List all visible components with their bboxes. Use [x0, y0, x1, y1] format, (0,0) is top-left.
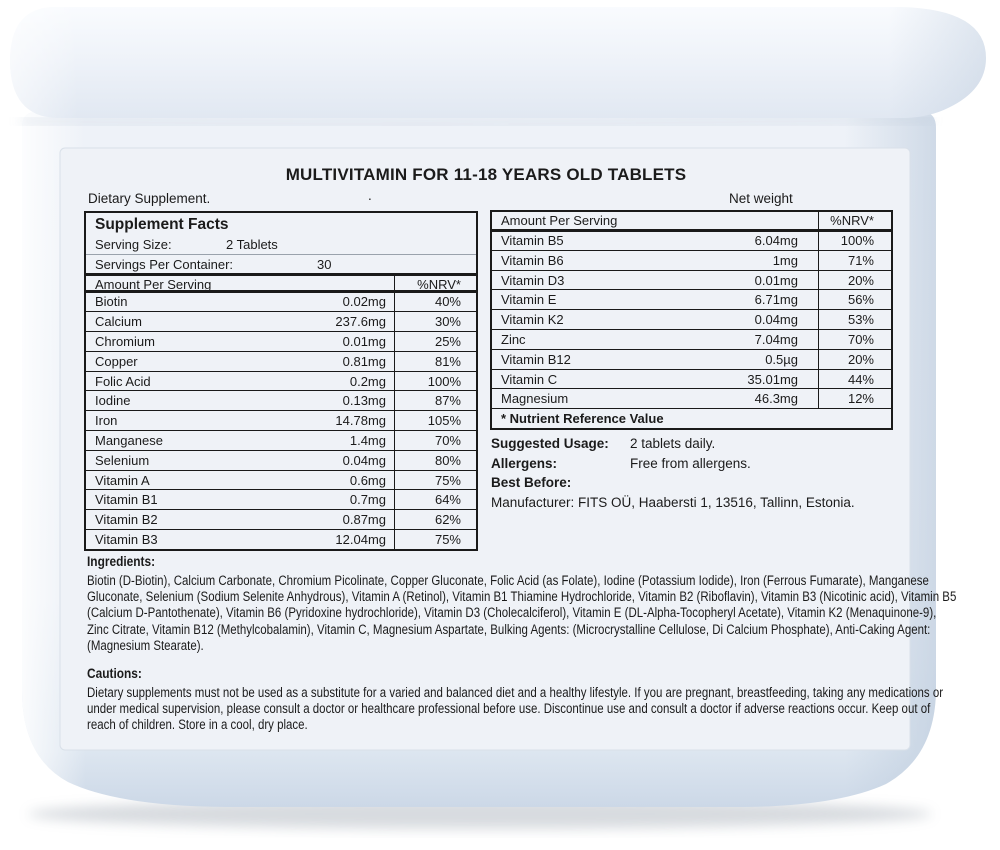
nrv-footnote: * Nutrient Reference Value	[492, 408, 891, 428]
nutrient-row	[86, 410, 476, 430]
nutrient-nrv: 25%	[394, 332, 476, 351]
nutrient-name: Vitamin D3	[501, 272, 565, 288]
nutrient-name: Vitamin A	[95, 472, 150, 488]
center-dot: .	[368, 188, 372, 203]
nutrient-amount: 0.04mg	[342, 452, 386, 468]
nutrient-row	[86, 450, 476, 470]
nutrient-nrv: 100%	[818, 232, 891, 250]
nutrient-row	[86, 489, 476, 509]
nutrient-amount: 0.2mg	[349, 373, 386, 389]
nutrient-amount: 12.04mg	[335, 532, 386, 548]
nutrient-name: Vitamin B12	[501, 351, 571, 367]
nutrient-nrv: 80%	[394, 451, 476, 470]
nutrient-amount: 0.01mg	[754, 272, 798, 288]
nutrient-nrv: 70%	[818, 330, 891, 349]
nrv-header: %NRV*	[394, 276, 476, 290]
nutrient-row	[492, 388, 891, 408]
nutrient-name: Chromium	[95, 334, 155, 350]
nutrient-amount: 14.78mg	[335, 413, 386, 429]
usage-block	[491, 434, 921, 512]
cautions-text: Dietary supplements must not be used as a substitute for a varied and balanced diet and a healthy lifestyle. If you are pregnant, breastfeeding, taking any medications or under medical supervision, please consult a doctor or healthcare professional before use. Discontinue use and consult a doctor if adverse reactions occur. Keep out of reach of children. Store in a cool, dry place.	[87, 685, 944, 733]
nutrient-row	[86, 351, 476, 371]
nutrient-row	[492, 349, 891, 369]
serving-size-value: 2 Tablets	[226, 237, 278, 252]
nutrient-nrv: 70%	[394, 431, 476, 450]
right-table-column-header	[492, 212, 891, 232]
ingredients-heading: Ingredients:	[87, 553, 156, 569]
allergens-label: Allergens:	[491, 455, 558, 471]
nutrient-name: Vitamin B5	[501, 232, 564, 248]
nutrient-amount: 0.04mg	[754, 312, 798, 328]
ingredients-text: Biotin (D-Biotin), Calcium Carbonate, Chromium Picolinate, Copper Gluconate, Folic Acid (as Folate), Iodine (Potassium Iodide), Iron (Ferrous Fumarate), Manganese Gluconate, Selenium (Sodium Selenite Anhydrous), Vitamin A (Retinol), Vitamin B1 Thiamine Hydrochloride, Vitamin B2 (Riboflavin), Vitamin B3 (Nicotinic acid), Vitamin B5 (Calcium D-Pantothenate), Vitamin B6 (Pyridoxine hydrochloride), Vitamin D3 (Cholecalciferol), Vitamin E (DL-Alpha-Tocopheryl Acetate), Vitamin K2 (Menaquinone-9), Zinc Citrate, Vitamin B12 (Methylcobalamin), Vitamin C, Magnesium Aspartate, Bulking Agents: (Microcrystalline Cellulose, Di Calcium Phosphate), Anti-Caking Agent: (Magnesium Stearate).	[87, 573, 957, 653]
allergens-value: Free from allergens.	[630, 455, 751, 471]
supplement-facts-heading: Supplement Facts	[95, 216, 229, 233]
suggested-usage-row	[491, 434, 921, 454]
nutrient-row	[86, 331, 476, 351]
nutrient-name: Vitamin K2	[501, 312, 564, 328]
nutrient-nrv: 44%	[818, 370, 891, 389]
nutrient-row	[86, 293, 476, 311]
serving-size-label: Serving Size:	[95, 237, 172, 252]
nutrient-amount: 237.6mg	[335, 314, 386, 330]
nutrient-name: Selenium	[95, 452, 150, 468]
nutrient-nrv: 56%	[818, 290, 891, 309]
best-before-label: Best Before:	[491, 475, 572, 491]
nutrient-name: Copper	[95, 353, 138, 369]
nutrient-name: Iodine	[95, 393, 131, 409]
nutrient-amount: 0.6mg	[349, 472, 386, 488]
nutrient-row	[86, 529, 476, 549]
nutrient-nrv: 40%	[394, 293, 476, 311]
nutrient-nrv: 75%	[394, 471, 476, 490]
nutrient-nrv: 53%	[818, 310, 891, 329]
nutrient-name: Vitamin B3	[95, 532, 158, 548]
cautions-heading: Cautions:	[87, 665, 142, 681]
left-table-column-header	[86, 273, 476, 293]
nutrient-row	[86, 390, 476, 410]
serving-size-row	[86, 235, 476, 254]
manufacturer-line: Manufacturer: FITS OÜ, Haabersti 1, 13516, Tallinn, Estonia.	[491, 494, 855, 510]
nutrient-row	[86, 430, 476, 450]
servings-per-container-row	[86, 254, 476, 273]
nutrient-row	[86, 311, 476, 331]
right-nutrient-rows	[492, 232, 891, 409]
suggested-usage-label: Suggested Usage:	[491, 436, 609, 451]
nutrient-name: Calcium	[95, 314, 142, 330]
nutrient-nrv: 100%	[394, 372, 476, 391]
servings-per-container-label: Servings Per Container:	[95, 257, 234, 272]
nutrient-row	[492, 309, 891, 329]
nutrient-name: Magnesium	[501, 391, 569, 407]
nutrient-amount: 1mg	[772, 252, 798, 268]
nutrient-nrv: 62%	[394, 510, 476, 529]
nutrient-amount: 0.81mg	[342, 353, 386, 369]
net-weight-note: Net weight	[729, 191, 793, 206]
right-nutrient-table	[490, 210, 893, 430]
nutrient-row	[492, 232, 891, 250]
cautions-section	[87, 665, 957, 734]
nutrient-row	[492, 329, 891, 349]
nutrient-nrv: 105%	[394, 411, 476, 430]
nrv-header: %NRV*	[818, 212, 891, 229]
nutrient-nrv: 71%	[818, 251, 891, 270]
nutrient-nrv: 30%	[394, 312, 476, 331]
nutrient-amount: 0.02mg	[342, 294, 386, 309]
nutrient-name: Vitamin B1	[95, 492, 158, 508]
nutrient-amount: 6.04mg	[754, 232, 798, 248]
nutrient-row	[86, 509, 476, 529]
nutrient-name: Vitamin C	[501, 371, 558, 387]
nutrient-row	[492, 369, 891, 389]
nutrient-row	[86, 371, 476, 391]
nutrient-name: Zinc	[501, 331, 526, 347]
nutrient-nrv: 64%	[394, 490, 476, 509]
nutrient-amount: 6.71mg	[754, 292, 798, 308]
nutrient-name: Biotin	[95, 294, 128, 309]
nutrient-name: Manganese	[95, 433, 163, 449]
amount-per-serving-header: Amount Per Serving	[95, 277, 212, 292]
nutrient-name: Iron	[95, 413, 118, 429]
product-title: MULTIVITAMIN FOR 11-18 YEARS OLD TABLETS	[285, 165, 687, 184]
nutrient-name: Vitamin B6	[501, 252, 564, 268]
dietary-supplement-note: Dietary Supplement.	[88, 191, 211, 206]
supplement-facts-table	[84, 211, 478, 551]
nutrient-row	[492, 289, 891, 309]
nutrient-amount: 7.04mg	[754, 331, 798, 347]
nutrient-nrv: 75%	[394, 530, 476, 549]
nutrient-amount: 46.3mg	[754, 391, 798, 407]
nutrient-amount: 35.01mg	[747, 371, 798, 387]
ingredients-section	[87, 553, 957, 654]
nutrient-name: Folic Acid	[95, 373, 151, 389]
nutrient-nrv: 81%	[394, 352, 476, 371]
nutrient-row	[492, 270, 891, 290]
allergens-row	[491, 454, 921, 474]
amount-per-serving-header: Amount Per Serving	[501, 213, 618, 228]
nutrient-row	[86, 470, 476, 490]
nutrient-nrv: 20%	[818, 271, 891, 290]
nutrient-amount: 0.13mg	[342, 393, 386, 409]
nutrient-amount: 0.5µg	[765, 351, 798, 367]
suggested-usage-value: 2 tablets daily.	[630, 436, 716, 451]
nutrient-amount: 1.4mg	[349, 433, 386, 449]
nutrient-nrv: 12%	[818, 389, 891, 408]
nutrient-amount: 0.87mg	[342, 512, 386, 528]
nutrient-row	[492, 250, 891, 270]
nutrient-amount: 0.7mg	[349, 492, 386, 508]
left-nutrient-rows	[86, 293, 476, 549]
nutrient-nrv: 20%	[818, 350, 891, 369]
servings-per-container-value: 30	[317, 257, 332, 272]
nutrient-name: Vitamin B2	[95, 512, 158, 528]
nutrient-amount: 0.01mg	[342, 334, 386, 350]
nutrient-name: Vitamin E	[501, 292, 557, 308]
nutrient-nrv: 87%	[394, 391, 476, 410]
best-before-row	[491, 473, 921, 493]
